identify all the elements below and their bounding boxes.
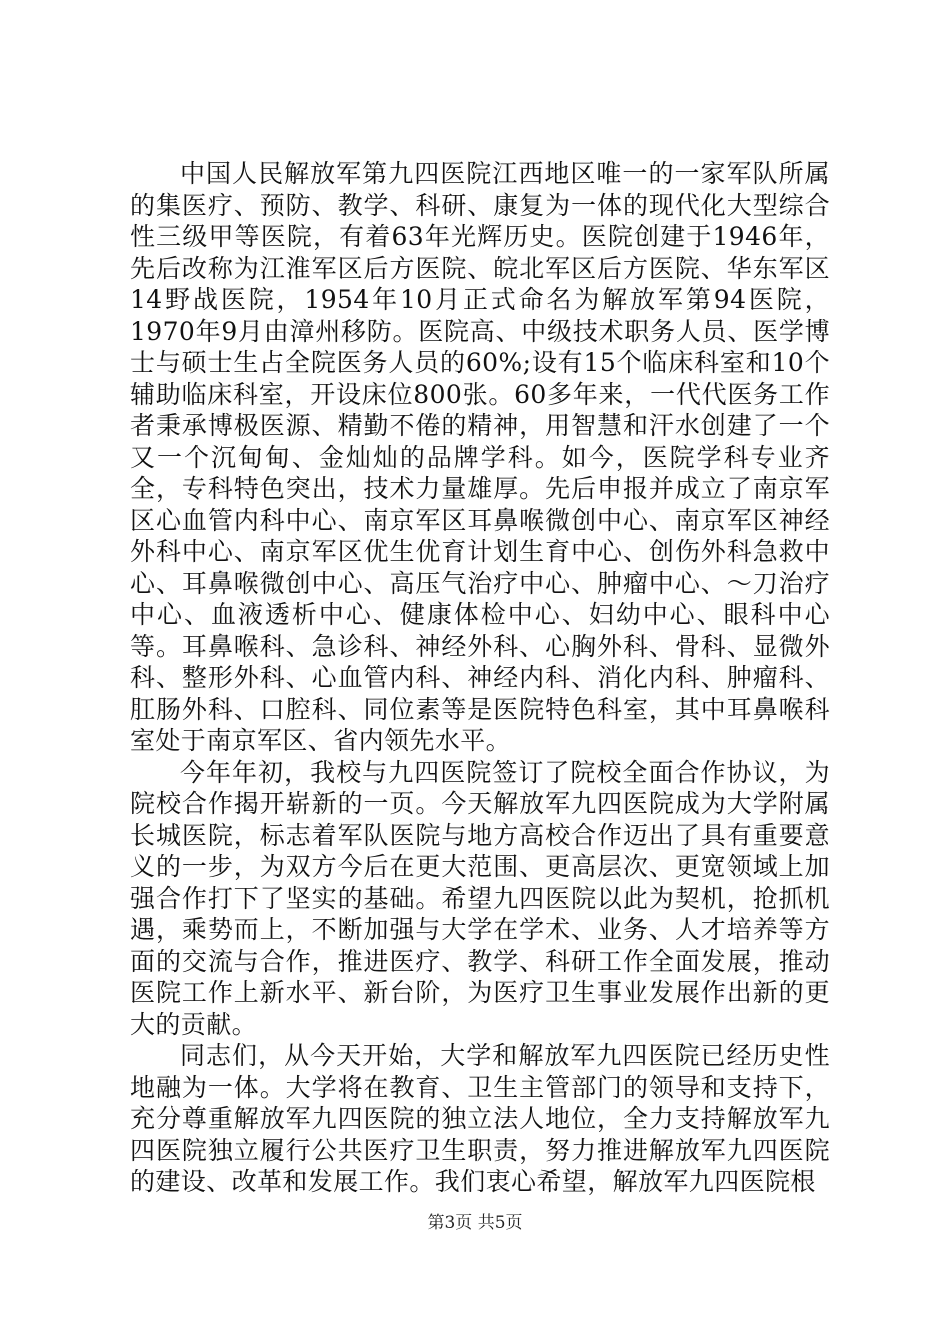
paragraph-2: 今年年初，我校与九四医院签订了院校全面合作协议，为院校合作揭开崭新的一页。今天解放军九四医院成为大学附属长城医院，标志着军队医院与地方高校合作迈出了具有重要意义的一步，为双方今后在更大范围、更高层次、更宽领域上加强合作打下了坚实的基础。希望九四医院以此为契机，抢抓机遇，乘势而上，不断加强与大学在学术、业务、人才培养等方面的交流与合作，推进医疗、教学、科研工作全面发展，推动医院工作上新水平、新台阶，为医疗卫生事业发展作出新的更大的贡献。 xyxy=(130,757,830,1039)
paragraph-3: 同志们，从今天开始，大学和解放军九四医院已经历史性地融为一体。大学将在教育、卫生主管部门的领导和支持下，充分尊重解放军九四医院的独立法人地位，全力支持解放军九四医院独立履行公共医疗卫生职责，努力推进解放军九四医院的建设、改革和发展工作。我们衷心希望，解放军九四医院根 xyxy=(130,1041,830,1196)
document-body xyxy=(130,158,830,1198)
page-number-footer: 第3页 共5页 xyxy=(427,1213,523,1233)
paragraph-1: 中国人民解放军第九四医院江西地区唯一的一家军队所属的集医疗、预防、教学、科研、康复为一体的现代化大型综合性三级甲等医院，有着63年光辉历史。医院创建于1946年，先后改称为江淮军区后方医院、皖北军区后方医院、华东军区14野战医院，1954年10月正式命名为解放军第94医院，1970年9月由漳州移防。医院高、中级技术职务人员、医学博士与硕士生占全院医务人员的60%;设有15个临床科室和10个辅助临床科室，开设床位800张。60多年来，一代代医务工作者秉承博极医源、精勤不倦的精神，用智慧和汗水创建了一个又一个沉甸甸、金灿灿的品牌学科。如今，医院学科专业齐全，专科特色突出，技术力量雄厚。先后申报并成立了南京军区心血管内科中心、南京军区耳鼻喉微创中心、南京军区神经外科中心、南京军区优生优育计划生育中心、创伤外科急救中心、耳鼻喉微创中心、高压气治疗中心、肿瘤中心、～刀治疗中心、血液透析中心、健康体检中心、妇幼中心、眼科中心等。耳鼻喉科、急诊科、神经外科、心胸外科、骨科、显微外科、整形外科、心血管内科、神经内科、消化内科、肿瘤科、肛肠外科、口腔科、同位素等是医院特色科室，其中耳鼻喉科室处于南京军区、省内领先水平。 xyxy=(130,159,830,755)
